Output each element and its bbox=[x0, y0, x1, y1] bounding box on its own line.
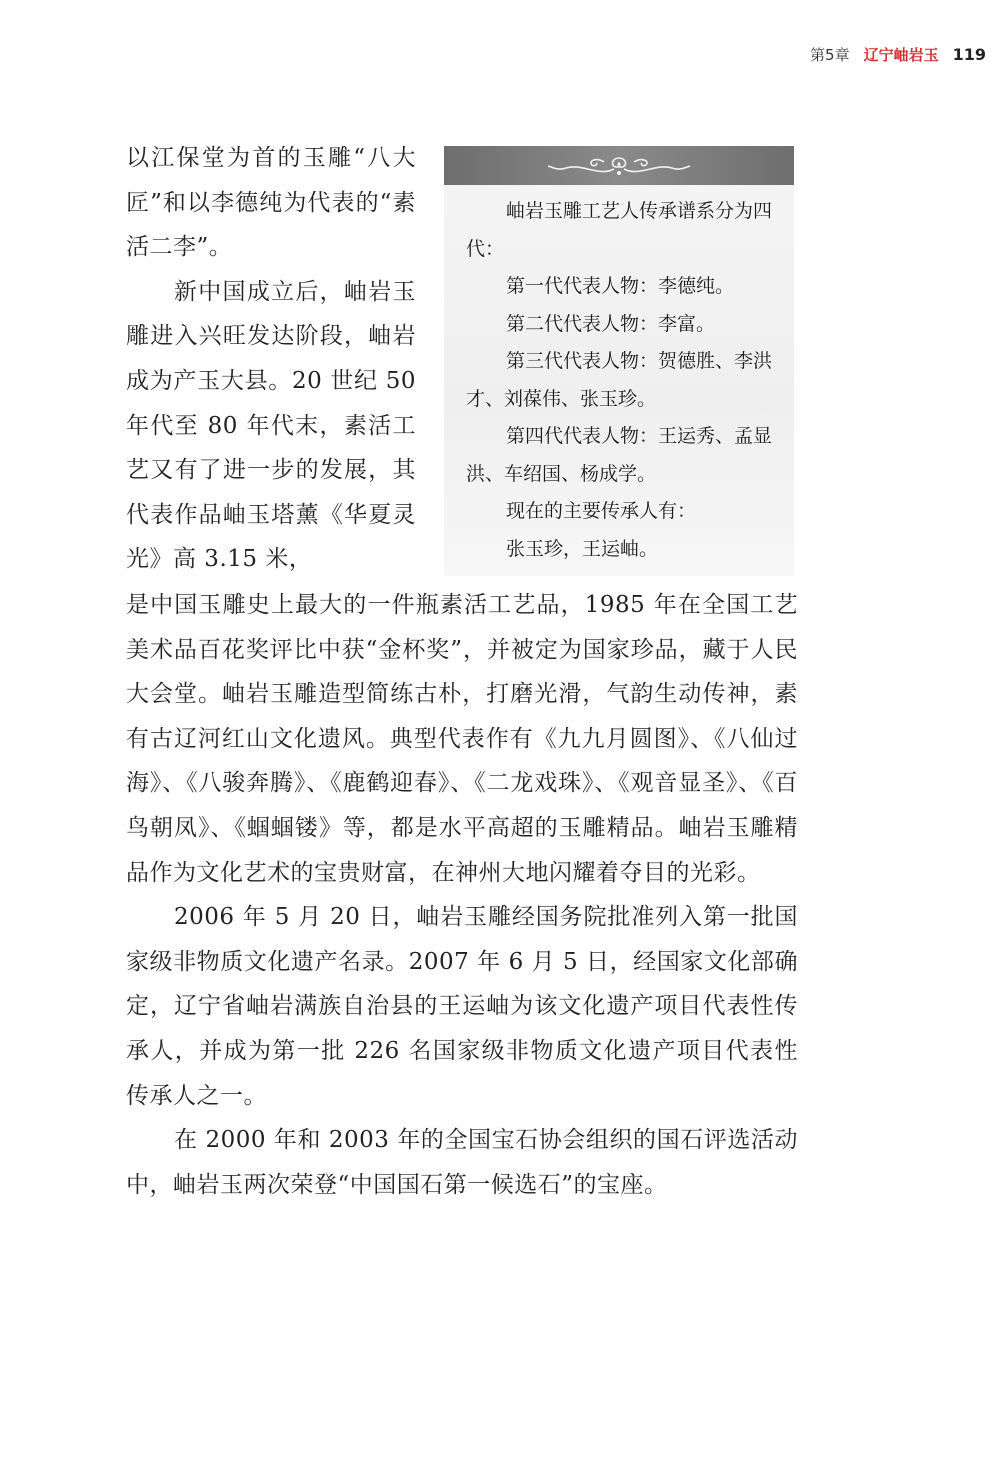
paragraph: 是中国玉雕史上最大的一件瓶素活工艺品，1985 年在全国工艺美术品百花奖评比中获“金杯奖”，并被定为国家珍品，藏于人民大会堂。岫岩玉雕造型简练古朴，打磨光滑，气韵生动传神，素有古辽河红山文化遗风。典型代表作有《九九月圆图》、《八仙过海》、《八骏奔腾》、《鹿鹤迎春》、《二龙戏珠》、《观音显圣》、《百鸟朝凤》、《蝈蝈镂》等，都是水平高超的玉雕精品。岫岩玉雕精品作为文化艺术的宝贵财富，在神州大地闪耀着夺目的光彩。 bbox=[126, 592, 798, 886]
sidebar-line: 现在的主要传承人有： bbox=[506, 500, 697, 522]
paragraph: 在 2000 年和 2003 年的全国宝石协会组织的国石评选活动中，岫岩玉两次荣登“中国国石第一候选石”的宝座。 bbox=[126, 1127, 798, 1198]
sidebar-line: 张玉珍，王运岫。 bbox=[506, 537, 659, 560]
sidebar-line: 第四代代表人物：王运秀、孟显洪、车绍国、杨成学。 bbox=[466, 425, 773, 485]
bottom-text-column bbox=[126, 583, 798, 1207]
sidebar-line: 岫岩玉雕工艺人传承谱系分为四代： bbox=[466, 200, 773, 260]
top-text-column bbox=[126, 136, 416, 582]
paragraph: 2006 年 5 月 20 日，岫岩玉雕经国务院批准列入第一批国家级非物质文化遗产名录。2007 年 6 月 5 日，经国家文化部确定，辽宁省岫岩满族自治县的王运岫为该文化遗产项目代表性传承人，并成为第一批 226 名国家级非物质文化遗产项目代表性传承人之一。 bbox=[126, 904, 798, 1109]
ornament-icon bbox=[544, 153, 694, 179]
page-number: 119 bbox=[952, 45, 986, 64]
paragraph: 新中国成立后，岫岩玉雕进入兴旺发达阶段，岫岩成为产玉大县。20 世纪 50 年代至 80 年代末，素活工艺又有了进一步的发展，其代表作品岫玉塔薰《华夏灵光》高 3.15 米， bbox=[126, 278, 416, 573]
sidebar-line: 第三代代表人物：贺德胜、李洪才、刘葆伟、张玉珍。 bbox=[466, 350, 773, 410]
page-header bbox=[810, 44, 986, 65]
chapter-title: 辽宁岫岩玉 bbox=[863, 46, 939, 64]
paragraph: 以江保堂为首的玉雕“八大匠”和以李德纯为代表的“素活二李”。 bbox=[126, 145, 416, 261]
ornament-banner bbox=[444, 146, 794, 185]
sidebar-line: 第一代代表人物：李德纯。 bbox=[506, 275, 735, 297]
sidebar-content bbox=[444, 185, 794, 568]
chapter-label: 第5章 bbox=[810, 46, 850, 64]
lineage-sidebar bbox=[444, 146, 794, 576]
sidebar-line: 第二代代表人物：李富。 bbox=[506, 312, 716, 335]
